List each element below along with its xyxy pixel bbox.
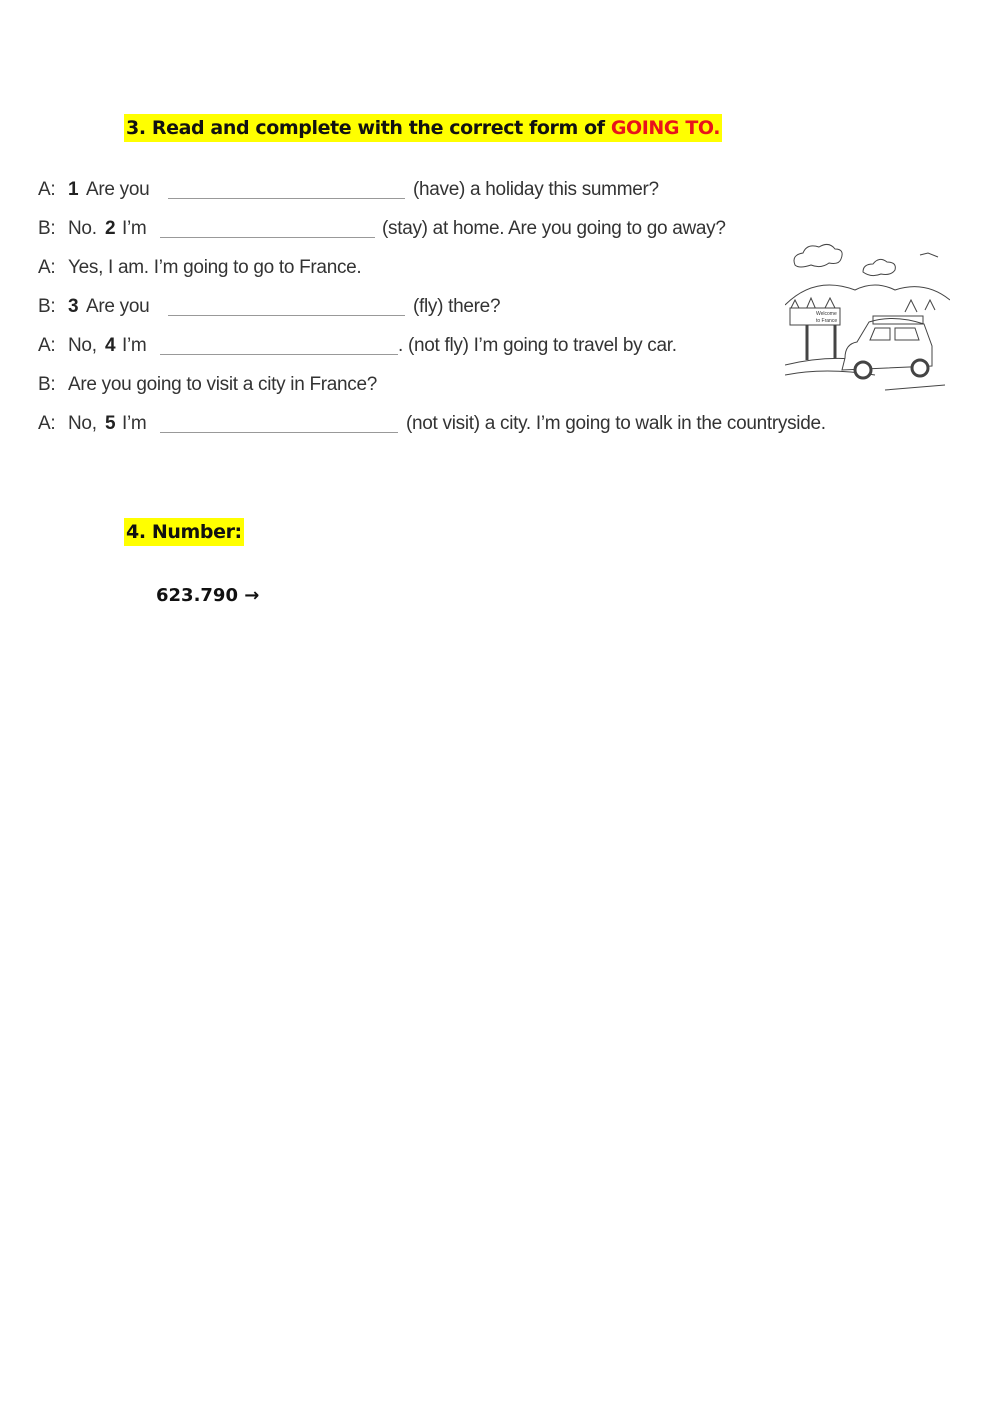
sign-text-1: Welcome: [816, 311, 837, 317]
speaker: A:: [38, 179, 56, 200]
answer-blank-5[interactable]: [160, 432, 398, 433]
speaker: B:: [38, 218, 56, 239]
hint: (have) a holiday this summer?: [413, 179, 659, 200]
prompt: I’m: [122, 335, 147, 356]
item-number: 1: [68, 179, 79, 200]
number-value: 623.790: [156, 585, 238, 606]
prompt-pre: No.: [68, 218, 97, 239]
title-text: 3. Read and complete with the correct form of: [126, 117, 611, 139]
car-trip-illustration: [785, 240, 950, 400]
sign-text-2: to France: [816, 318, 838, 324]
hint: . (not fly) I’m going to travel by car.: [398, 335, 677, 356]
answer-blank-3[interactable]: [168, 315, 405, 316]
speaker: A:: [38, 335, 56, 356]
line-text: Yes, I am. I’m going to go to France.: [68, 257, 362, 278]
speaker: A:: [38, 413, 56, 434]
prompt: Are you: [86, 296, 150, 317]
item-number: 2: [105, 218, 116, 239]
speaker: A:: [38, 257, 56, 278]
line-text: Are you going to visit a city in France?: [68, 374, 378, 395]
speaker: B:: [38, 374, 56, 395]
title-highlight: GOING TO.: [610, 117, 721, 139]
prompt: I’m: [122, 413, 147, 434]
speaker: B:: [38, 296, 56, 317]
prompt: Are you: [86, 179, 150, 200]
prompt-pre: No,: [68, 335, 97, 356]
hint: (stay) at home. Are you going to go away?: [382, 218, 726, 239]
section-4-title: 4. Number:: [124, 518, 244, 546]
answer-blank-4[interactable]: [160, 354, 398, 355]
answer-blank-2[interactable]: [160, 237, 375, 238]
hint: (fly) there?: [413, 296, 501, 317]
section-3-title: [124, 114, 722, 142]
item-number: 3: [68, 296, 79, 317]
item-number: 4: [105, 335, 116, 356]
prompt: I’m: [122, 218, 147, 239]
prompt-pre: No,: [68, 413, 97, 434]
item-number: 5: [105, 413, 116, 434]
answer-blank-1[interactable]: [168, 198, 405, 199]
number-item: [156, 585, 259, 606]
hint: (not visit) a city. I’m going to walk in the countryside.: [406, 413, 826, 434]
arrow-right-icon: →: [244, 585, 260, 606]
